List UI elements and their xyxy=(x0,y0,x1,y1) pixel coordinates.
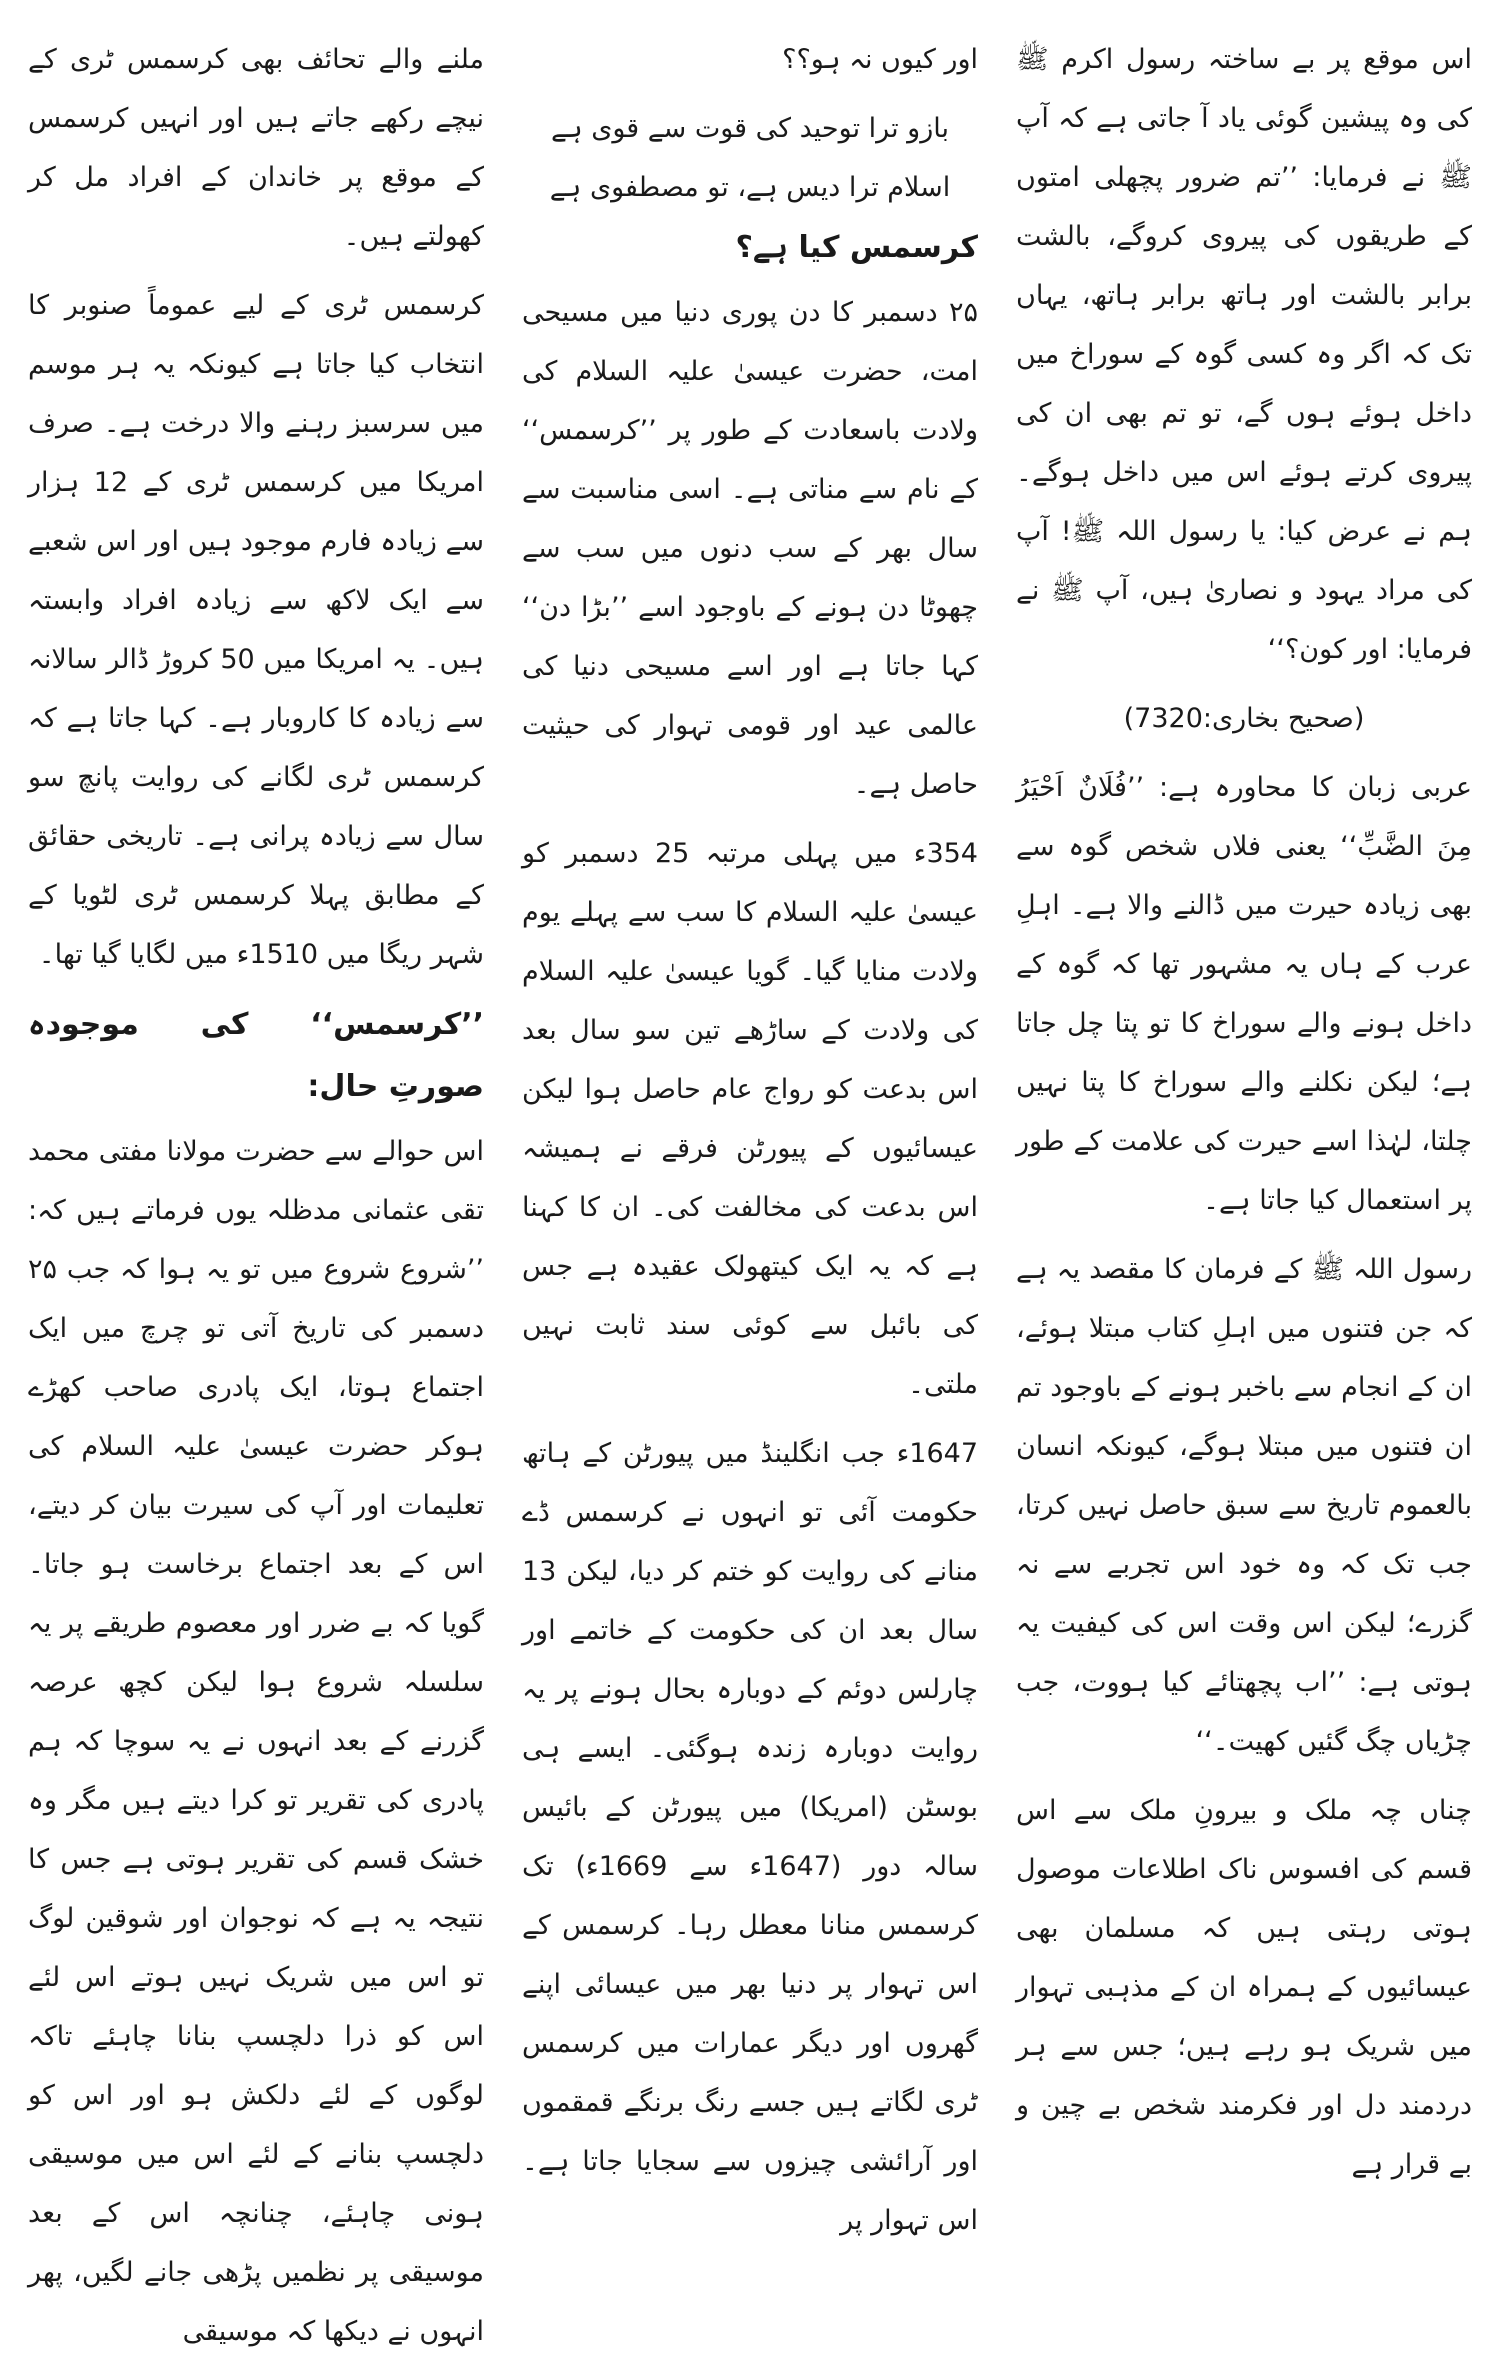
paragraph: چناں چہ ملک و بیرونِ ملک سے اس قسم کی افسوس ناک اطلاعات موصول ہوتی رہتی ہیں کہ مسلمان بھی عیسائیوں کے ہمراہ ان کے مذہبی تہوار میں شریک ہو رہے ہیں؛ جس سے ہر دردمند دل اور فکرمند شخص بے چین و بے قرار ہے xyxy=(1016,1795,1472,2180)
section-heading: کرسمس کیا ہے؟ xyxy=(735,230,978,265)
paragraph: کرسمس ٹری کے لیے عموماً صنوبر کا انتخاب کیا جاتا ہے کیونکہ یہ ہر موسم میں سرسبز رہنے والا درخت ہے۔ صرف امریکا میں کرسمس ٹری کے 12 ہزار سے زیادہ فارم موجود ہیں اور اس شعبے سے ایک لاکھ سے زیادہ افراد وابستہ ہیں۔ یہ امریکا میں 50 کروڑ ڈالر سالانہ سے زیادہ کا کاروبار ہے۔ کہا جاتا ہے کہ کرسمس ٹری لگانے کی روایت پانچ سو سال سے زیادہ پرانی ہے۔ تاریخی حقائق کے مطابق پہلا کرسمس ٹری لٹویا کے شہر ریگا میں 1510ء میں لگایا گیا تھا۔ xyxy=(28,290,485,970)
paragraph: عربی زبان کا محاورہ ہے: ’’فُلَانٌ اَحْیَرُ مِنَ الضَّبِّ‘‘ یعنی فلاں شخص گوہ سے بھی زیادہ حیرت میں ڈالنے والا ہے۔ اہلِ عرب کے ہاں یہ مشہور تھا کہ گوہ کے داخل ہونے والے سوراخ کا تو پتا چل جاتا ہے؛ لیکن نکلنے والے سوراخ کا پتا نہیں چلتا، لہٰذا اسے حیرت کی علامت کے طور پر استعمال کیا جاتا ہے۔ xyxy=(1016,772,1472,1216)
paragraph: اس موقع پر بے ساختہ رسول اکرم ﷺ کی وہ پیشین گوئی یاد آ جاتی ہے کہ آپ ﷺ نے فرمایا: ’’تم ضرور پچھلی امتوں کے طریقوں کی پیروی کروگے، بالشت برابر بالشت اور ہاتھ برابر ہاتھ، یہاں تک کہ اگر وہ کسی گوہ کے سوراخ میں داخل ہوئے ہوں گے، تو تم بھی ان کی پیروی کرتے ہوئے اس میں داخل ہوگے۔ ہم نے عرض کیا: یا رسول اللہ ﷺ! آپ کی مراد یہود و نصاریٰ ہیں، آپ ﷺ نے فرمایا: اور کون؟‘‘ xyxy=(1016,44,1472,665)
column-middle xyxy=(522,30,978,2236)
paragraph: 1647ء جب انگلینڈ میں پیورٹن کے ہاتھ حکومت آئی تو انہوں نے کرسمس ڈے منانے کی روایت کو ختم کر دیا، لیکن 13 سال بعد ان کی حکومت کے خاتمے اور چارلس دوئم کے دوبارہ بحال ہونے پر یہ روایت دوبارہ زندہ ہوگئی۔ ایسے ہی بوسٹن (امریکا) میں پیورٹن کے بائیس سالہ دور (1647ء سے 1669ء) تک کرسمس منانا معطل رہا۔ کرسمس کے اس تہوار پر دنیا بھر میں عیسائی اپنے گھروں اور دیگر عمارات میں کرسمس ٹری لگاتے ہیں جسے رنگ برنگے قمقموں اور آرائشی چیزوں سے سجایا جاتا ہے۔ اس تہوار پر xyxy=(522,1438,978,2236)
paragraph: 354ء میں پہلی مرتبہ 25 دسمبر کو عیسیٰ علیہ السلام کا سب سے پہلے یوم ولادت منایا گیا۔ گویا عیسیٰ علیہ السلام کی ولادت کے ساڑھے تین سو سال بعد اس بدعت کو رواج عام حاصل ہوا لیکن عیسائیوں کے پیورٹن فرقے نے ہمیشہ اس بدعت کی مخالفت کی۔ ان کا کہنا ہے کہ یہ ایک کیتھولک عقیدہ ہے جس کی بائبل سے کوئی سند ثابت نہیں ملتی۔ xyxy=(522,838,978,1400)
paragraph: ملنے والے تحائف بھی کرسمس ٹری کے نیچے رکھے جاتے ہیں اور انہیں کرسمس کے موقع پر خاندان کے افراد مل کر کھولتے ہیں۔ xyxy=(28,44,484,252)
paragraph: ۲۵ دسمبر کا دن پوری دنیا میں مسیحی امت، حضرت عیسیٰ علیہ السلام کی ولادت باسعادت کے طور پر ’’کرسمس‘‘ کے نام سے مناتی ہے۔ اسی مناسبت سے سال بھر کے سب دنوں میں سب سے چھوٹا دن ہونے کے باوجود اسے ’’بڑا دن‘‘ کہا جاتا ہے اور اسے مسیحی دنیا کی عالمی عید اور قومی تہوار کی حیثیت حاصل ہے۔ xyxy=(522,297,978,800)
paragraph: اس حوالے سے حضرت مولانا مفتی محمد تقی عثمانی مدظلہ یوں فرماتے ہیں کہ: ’’شروع شروع میں تو یہ ہوا کہ جب ۲۵ دسمبر کی تاریخ آتی تو چرچ میں ایک اجتماع ہوتا، ایک پادری صاحب کھڑے ہوکر حضرت عیسیٰ علیہ السلام کی تعلیمات اور آپ کی سیرت بیان کر دیتے، اس کے بعد اجتماع برخاست ہو جاتا۔ گویا کہ بے ضرر اور معصوم طریقے پر یہ سلسلہ شروع ہوا لیکن کچھ عرصہ گزرنے کے بعد انہوں نے یہ سوچا کہ ہم پادری کی تقریر تو کرا دیتے ہیں مگر وہ خشک قسم کی تقریر ہوتی ہے جس کا نتیجہ یہ ہے کہ نوجوان اور شوقین لوگ تو اس میں شریک نہیں ہوتے اس لئے اس کو ذرا دلچسپ بنانا چاہئے تاکہ لوگوں کے لئے دلکش ہو اور اس کو دلچسپ بنانے کے لئے اس میں موسیقی ہونی چاہئے، چنانچہ اس کے بعد موسیقی پر نظمیں پڑھی جانے لگیں، پھر انہوں نے دیکھا کہ موسیقی xyxy=(28,1136,484,2347)
column-left xyxy=(28,30,485,2347)
paragraph: اور کیوں نہ ہو؟؟ xyxy=(782,44,978,75)
section-heading: ’’کرسمس‘‘ کی موجودہ صورتِ حال: xyxy=(28,1007,484,1104)
paragraph: رسول اللہ ﷺ کے فرمان کا مقصد یہ ہے کہ جن فتنوں میں اہلِ کتاب مبتلا ہوئے، ان کے انجام سے باخبر ہونے کے باوجود تم ان فتنوں میں مبتلا ہوگے، کیونکہ انسان بالعموم تاریخ سے سبق حاصل نہیں کرتا، جب تک کہ وہ خود اس تجربے سے نہ گزرے؛ لیکن اس وقت اس کی کیفیت یہ ہوتی ہے: ’’اب پچھتائے کیا ہووت، جب چڑیاں چگ گئیں کھیت۔‘‘ xyxy=(1016,1254,1472,1757)
column-right xyxy=(1016,30,1472,2200)
poetry-verse: بازو ترا توحید کی قوت سے قوی ہے xyxy=(551,113,949,144)
hadith-reference: (صحیح بخاری:7320) xyxy=(1123,703,1365,734)
poetry-verse: اسلام ترا دیس ہے، تو مصطفوی ہے xyxy=(549,172,951,203)
